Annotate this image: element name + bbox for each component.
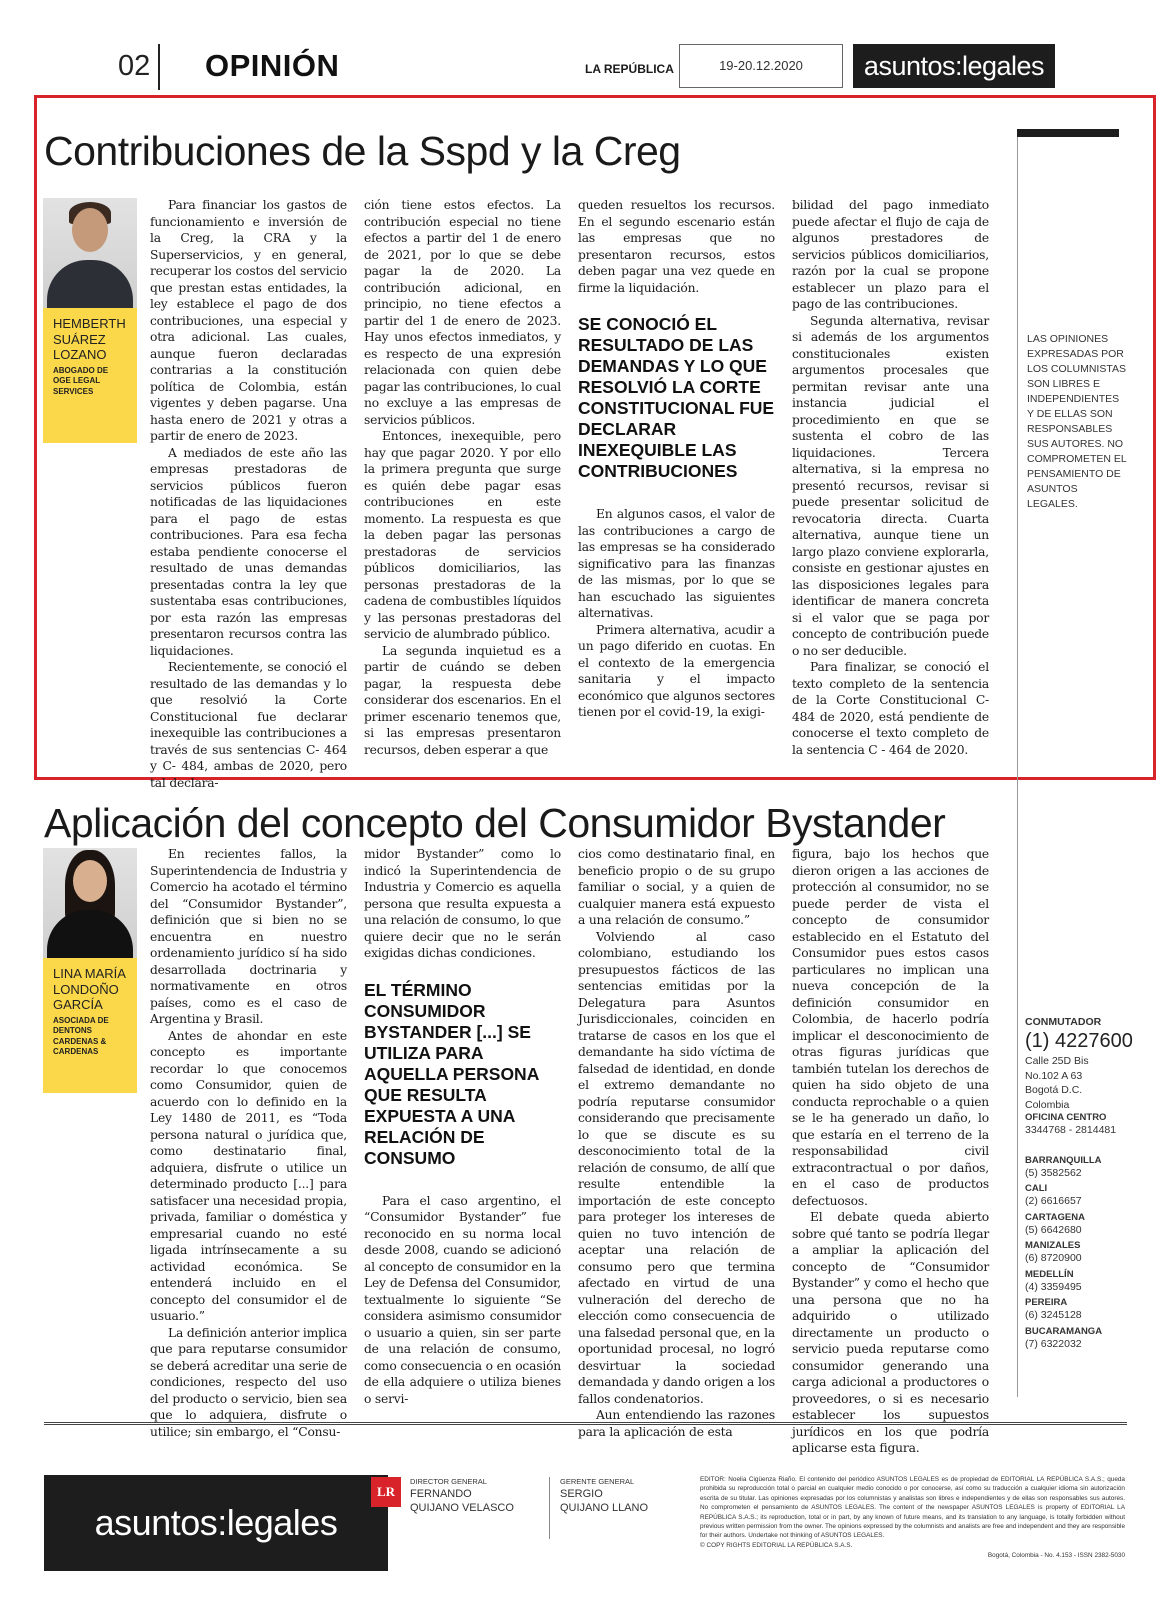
oficina-label: OFICINA CENTRO: [1025, 1112, 1107, 1123]
sidebar-divider: [1017, 137, 1018, 1397]
page-number: 02: [118, 50, 151, 82]
paragraph: figura, bajo los hechos que dieron origen a las acciones de protección al consumidor, no se puede perder de vista el concepto de consumidor establecido en el Estatuto del Consumidor pues estos casos particulares no implican una nueva concepción de la definición consumidor en Colombia, de hacerlo podría implicar el desconocimiento de otras figuras jurídicas que también tutelan los derechos de quien ha sido objeto de una conducta reprochable o a quien se le ha generado un daño, lo que estaría en el terreno de la responsabilidad civil extracontractual o por daños, en el caso de productos defectuosos.: [792, 847, 989, 1208]
gerente-name: QUIJANO LLANO: [560, 1502, 649, 1514]
gerente-credit: [560, 1477, 648, 1515]
issue-date: 19-20.12.2020: [679, 44, 843, 88]
office-phone: (2) 6616657: [1025, 1195, 1082, 1207]
office-city: CARTAGENA: [1025, 1211, 1085, 1223]
paragraph: bilidad del pago inmediato puede afectar el flujo de caja de algunos prestadores de servicios públicos domiciliarios, razón por la cual se propone establecer un plazo para el pago de las contribuciones.: [792, 198, 989, 311]
paragraph: La definición anterior implica que para reputarse consumidor se deberá acreditar una serie de condiciones, respecto del uso del producto o servicio, bien sea que lo adquiera, disfrute o utilice; sin embargo, el “Consu-: [150, 1325, 347, 1439]
paragraph: Recientemente, se conoció el resultado de las demandas y lo que resolvió la Corte Constitucional fue declarar inexequible las contribuciones a través de sus sentencias C- 464 y C- 484, ambas de 2020, pero tal declara-: [150, 660, 347, 790]
director-name: QUIJANO VELASCO: [410, 1502, 514, 1514]
paragraph: Para el caso argentino, el “Consumidor Bystander” fue reconocido en su norma local desde 2008, cuando se adicionó al concepto de consumidor en la Ley de Defensa del Consumidor, textualmente lo siguiente “Se considera asimismo consumidor o usuario a quien, sin ser parte de una relación de consumo, como consecuencia o en ocasión de ella adquiere o utiliza bienes o servi-: [364, 1193, 561, 1406]
paragraph: Entonces, inexequible, pero hay que pagar 2020. Y por ello la primera pregunta que surge es quién debe pagar esas contribuciones en este momento. La respuesta es que la deben pagar las personas prestadoras de servicios públicos domiciliarios, las personas prestadoras de la cadena de combustibles líquidos y las personas prestadoras del servicio de alumbrado público.: [364, 429, 561, 641]
office-phone: (7) 6322032: [1025, 1337, 1082, 1350]
author-name: LINA MARÍA LONDOÑO GARCÍA: [53, 966, 126, 1013]
paragraph: Segunda alternativa, revisar si además de los argumentos constitucionales existen argumentos procesales que permitan revisar ante una instancia judicial el procedimiento en que se sustenta el cobro de las liquidaciones. Tercera alternativa, si la empresa no presentó recursos, revisar si puede presentar solicitud de revocatoria directa. Cuarta alternativa, aunque tiene un largo plazo conviene explorarla, consiste en gestionar ajustes en las disposiciones legales para identificar de manera concreta si el valor que se paga por concepto de contribución puede o no ser deducible.: [792, 313, 989, 658]
contact-info: [1025, 1016, 1135, 1351]
paragraph: En algunos casos, el valor de las contribuciones a cargo de las empresas se ha considerado significativo para las finanzas de las mismas, por lo que se han escuchado las siguientes alternativas.: [578, 507, 775, 620]
paragraph: La segunda inquietud es a partir de cuándo se deben pagar, la respuesta debe considerar dos escenarios. En el primer escenario tenemos que, si las empresas presentaron recursos, deben esperar a que: [364, 643, 561, 757]
office-phone: (6) 3245128: [1025, 1309, 1082, 1321]
paragraph: En recientes fallos, la Superintendencia de Industria y Comercio ha acotado el término del “Consumidor Bystander”, definición que si bien no se encuentra en nuestro ordenamiento jurídico sí ha sido desarrollada doctrinaria y normativamente en otros países, como es el caso de Argentina y Brasil.: [150, 847, 347, 1026]
sidebar-accent-bar: [1017, 129, 1119, 137]
office-city: MEDELLÍN: [1025, 1268, 1074, 1280]
paragraph: Volviendo al caso colombiano, estudiando los presupuestos fácticos de las sentencias emitidas por la Delegatura para Asuntos Jurisdiccionales, coinciden en tratarse de casos en los que el demandante ha sido víctima de falsedad de identidad, en donde el extremo demandante no podría reputarse consumidor considerando que precisamente lo que se discute es su desconocimiento total de la relación de consumo, de allí que resulte entendible la importación de este concepto para proteger los intereses de quien no tuvo intención de aceptar una relación de consumo pero que termina afectado en virtud de una vulneración del derecho de elección como consecuencia de una falsedad personal que, en la oportunidad procesal, no logró desvirtuar la sociedad demandada y dando origen a los fallos condenatorios.: [578, 929, 775, 1406]
gerente-name: SERGIO: [560, 1488, 603, 1500]
paragraph: queden resueltos los recursos. En el segundo escenario están las empresas que no presentaron recursos, estos deben pagar una vez quede en firme la liquidación.: [578, 198, 775, 295]
paragraph: Para finalizar, se conoció el texto completo de la sentencia de la Corte Constitucional C-484 de 2020, está pendiente de conocerse el texto completo de la sentencia C - 464 de 2020.: [792, 660, 989, 757]
address-line: Calle 25D Bis: [1025, 1055, 1089, 1067]
gerente-role: GERENTE GENERAL: [560, 1477, 635, 1486]
article1-headline: Contribuciones de la Sspd y la Creg: [44, 128, 681, 174]
paragraph: A mediados de este año las empresas prestadoras de servicios públicos fueron notificadas de las liquidaciones para el pago de estas contribuciones. Para esa fecha estaba pendiente conocerse el resultado de unas demandas presentadas contra la ley que sustentaba esas contribuciones, por esta razón las empresas presentaron recursos contra las liquidaciones.: [150, 445, 347, 658]
paragraph: Antes de ahondar en este concepto es importante recordar lo que conocemos como Consumidor, quien de acuerdo con lo definido en la Ley 1480 de 2011, es “Toda persona natural o jurídica que, como destinatario final, adquiera, disfrute o utilice un determinado producto [...] para satisfacer una necesidad propia, privada, familiar o doméstica y empresarial cuando no esté ligada intrínsecamente a su actividad económica. Se entenderá incluido en el concepto del consumidor el de usuario.”: [150, 1028, 347, 1323]
imprint: Bogotá, Colombia - No. 4.153 - ISSN 2382-5030: [987, 1552, 1125, 1560]
address-line: Bogotá D.C.: [1025, 1084, 1083, 1096]
office-phone: (4) 3359495: [1025, 1280, 1082, 1293]
paragraph: El debate queda abierto sobre qué tanto se podría llegar a ampliar la aplicación del concepto de “Consumidor Bystander” y como el hecho que una persona que no ha adquirido o utilizado directamente un producto o servicio pueda reputarse como consumidor generando una carga adicional a productores o proveedores, o si es necesario establecer los supuestos jurídicos en los que podría aplicarse esta figura.: [792, 1210, 989, 1455]
article1-column-2: [364, 197, 561, 757]
office-phone: (5) 6642680: [1025, 1223, 1082, 1236]
conmutador-label: CONMUTADOR: [1025, 1016, 1102, 1028]
author-byline: [43, 308, 137, 443]
paragraph: Aun entendiendo las razones para la aplicación de esta: [578, 1408, 775, 1439]
office-city: BUCARAMANGA: [1025, 1325, 1103, 1337]
section-title: OPINIÓN: [205, 48, 340, 83]
paragraph: cios como destinatario final, en beneficio propio o de su grupo familiar o social, y a quien de cualquier manera está expuesto a una relación de consumo.”: [578, 847, 775, 927]
office-city: PEREIRA: [1025, 1297, 1068, 1308]
legal-notice: [700, 1475, 1125, 1561]
brand-logo: asuntos:legales: [853, 44, 1055, 88]
conmutador-phone: (1) 4227600: [1025, 1030, 1133, 1052]
author-byline: [43, 958, 137, 1093]
article1-column-1: [150, 197, 347, 790]
director-name: FERNANDO: [410, 1488, 472, 1500]
author-photo: [43, 848, 137, 958]
paragraph: ción tiene estos efectos. La contribución especial no tiene efectos a partir del 1 de enero de 2021, por lo que se debe pagar la de 2020. La contribución adicional, en principio, no tiene efectos a partir del 1 de enero de 2023. Hay unos efectos inmediatos, y es respecto de una expresión relacionada con quien debe pagar las contribuciones, lo cual no excluye a las empresas de servicios públicos.: [364, 198, 561, 427]
article1-column-4: [792, 197, 989, 757]
article2-column-1: [150, 846, 347, 1439]
address-line: No.102 A 63: [1025, 1069, 1083, 1082]
article1-column-3: [578, 197, 775, 747]
article2-column-3: [578, 846, 775, 1439]
article2-column-2: [364, 846, 561, 1406]
staff-divider: [549, 1477, 550, 1539]
footer-brand-logo: asuntos:legales: [44, 1475, 388, 1571]
article2-headline: Aplicación del concepto del Consumidor Bystander: [44, 800, 946, 846]
office-phone: (5) 3582562: [1025, 1166, 1082, 1179]
paragraph: Para financiar los gastos de funcionamiento e inversión de la Creg, la CRA y la Superservicios, y en general, recuperar los costos del servicio que prestan estas entidades, la ley establece el pago de dos contribuciones, una especial y otra adicional. Las cuales, aunque fueron declaradas contrarias a la constitución política de Colombia, están vigentes y deben pagarse. Una hasta enero de 2021 y otras a partir de enero de 2023.: [150, 198, 347, 443]
office-city: MANIZALES: [1025, 1240, 1081, 1251]
legal-text: EDITOR: Noelia Cigüenza Riaño. El contenido del periódico ASUNTOS LEGALES es de propiedad de EDITORIAL LA REPÚBLICA S.A.S.; queda prohibida su reproducción total o parcial en cualquier medio conocido o por conocerse, así como su traducción a cualquier idioma sin autorización escrita de su titular. Las opiniones expresadas por los columnistas y analistas son libres e independientes y de ellas son responsables sus autores. No comprometen el pensamiento de ASUNTOS LEGALES. The content of the newspaper ASUNTOS LEGALES is property of EDITORIAL LA REPÚBLICA S.A.S.; its reproduction, total or in part, by any known of future means, and its translation to any language, is totally forbidden without previous written permission from the owner. The opinions expressed by the columnists and analists are free and independent and they are responsible for their authors. Undertake not thinking of ASUNTOS LEGALES.: [700, 1476, 1125, 1540]
copyright: © COPY RIGHTS EDITORIAL LA REPÚBLICA S.A.S.: [700, 1541, 853, 1549]
paragraph: Primera alternativa, acudir a un pago diferido en cuotas. En el contexto de la emergencia sanitaria y el impacto económico que algunos sectores tienen por el covid-19, la exigi-: [578, 622, 775, 719]
director-credit: [410, 1477, 514, 1515]
paragraph: midor Bystander” como lo indicó la Superintendencia de Industria y Comercio es aquella persona que resulta expuesta a una relación de consumo, lo que quiere decir que no le serán exigidas dichas condiciones.: [364, 847, 561, 960]
footer-rule: [44, 1422, 1127, 1425]
author-photo: [43, 198, 137, 308]
author-role: ABOGADO DE OGE LEGAL SERVICES: [53, 365, 109, 396]
opinion-disclaimer: LAS OPINIONES EXPRESADAS POR LOS COLUMNISTAS SON LIBRES E INDEPENDIENTES Y DE ELLAS SON RESPONSABLES SUS AUTORES. NO COMPROMETEN EL PENSAMIENTO DE ASUNTOS LEGALES.: [1027, 333, 1127, 510]
article2-pullquote: EL TÉRMINO CONSUMIDOR BYSTANDER [...] SE UTILIZA PARA AQUELLA PERSONA QUE RESULTA EXPUESTA A UNA RELACIÓN DE CONSUMO: [364, 979, 539, 1168]
address-line: Colombia: [1025, 1098, 1070, 1111]
office-city: CALI: [1025, 1183, 1048, 1194]
author-name: HEMBERTH SUÁREZ LOZANO: [53, 316, 126, 363]
header-divider: [158, 44, 160, 90]
article1-pullquote: SE CONOCIÓ EL RESULTADO DE LAS DEMANDAS Y LO QUE RESOLVIÓ LA CORTE CONSTITUCIONAL FUE DECLARAR INEXEQUIBLE LAS CONTRIBUCIONES: [578, 314, 775, 481]
lr-logo: LR: [371, 1477, 401, 1507]
newspaper-name: LA REPÚBLICA: [585, 62, 674, 76]
article2-column-4: [792, 846, 989, 1455]
author-role: ASOCIADA DE DENTONS CARDENAS & CARDENAS: [53, 1015, 109, 1056]
office-phone: (6) 8720900: [1025, 1252, 1082, 1264]
director-role: DIRECTOR GENERAL: [410, 1477, 487, 1486]
oficina-phones: 3344768 - 2814481: [1025, 1124, 1117, 1136]
office-city: BARRANQUILLA: [1025, 1154, 1102, 1166]
